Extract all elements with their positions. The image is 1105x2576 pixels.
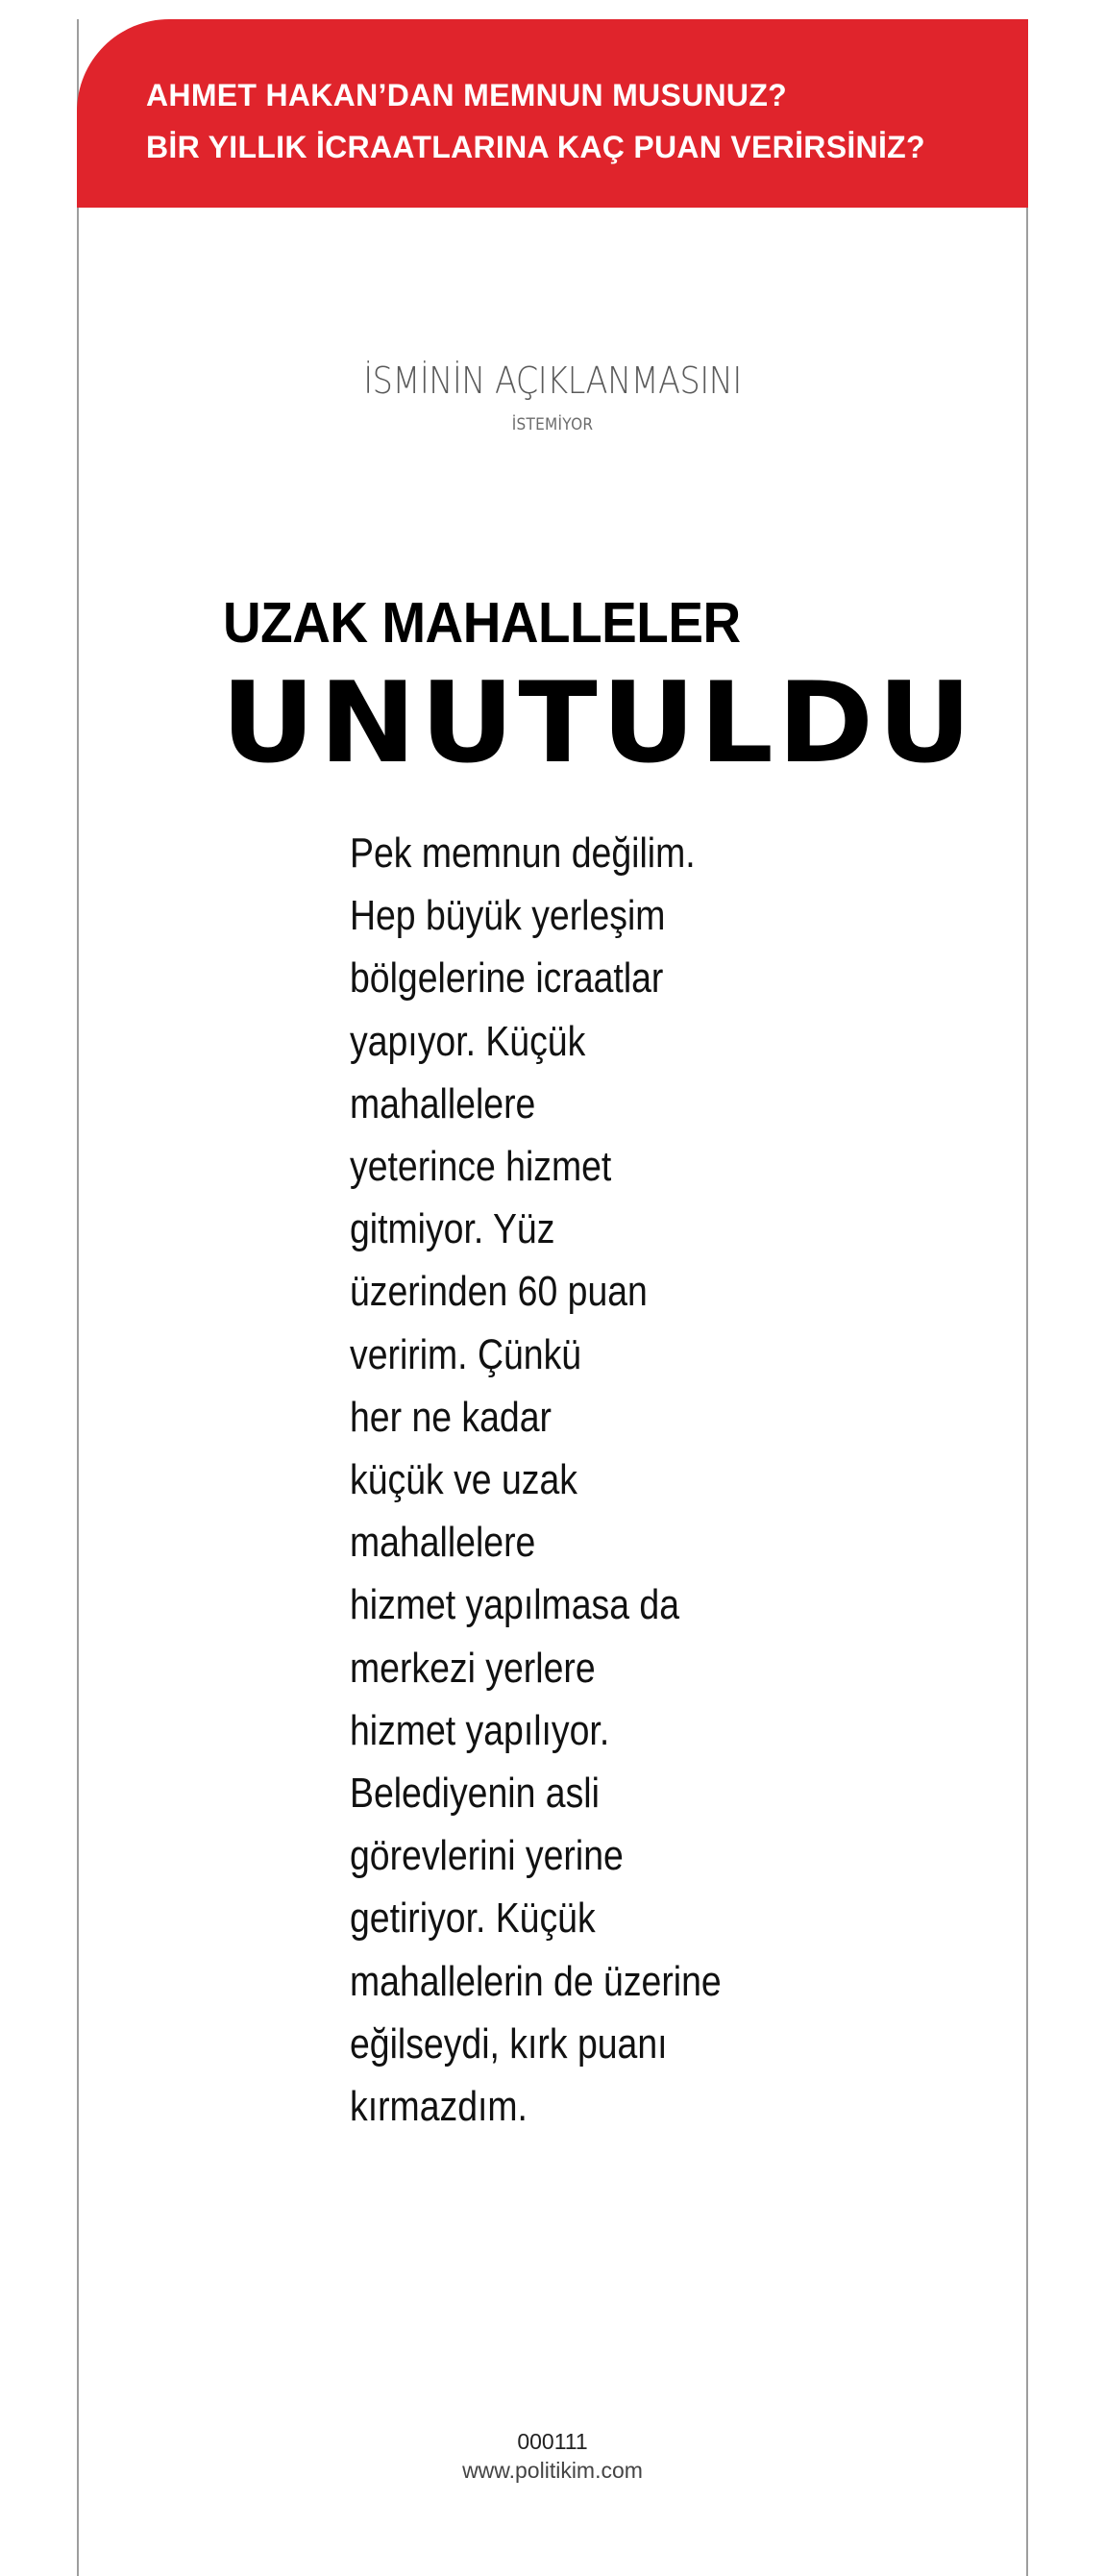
- answer-line: her ne kadar: [350, 1393, 552, 1441]
- banner-question-line-1: AHMET HAKAN’DAN MEMNUN MUSUNUZ?: [146, 78, 788, 112]
- banner-question-line-2: BİR YILLIK İCRAATLARINA KAÇ PUAN VERİRSİNİZ?: [146, 130, 925, 164]
- answer-line: mahallelere: [350, 1079, 536, 1127]
- answer-line: görevlerini yerine: [350, 1832, 624, 1880]
- footer-code: 000111: [517, 2429, 588, 2454]
- answer-text: [350, 822, 888, 2138]
- answer-line: hizmet yapılmasa da: [350, 1581, 680, 1629]
- headline-title: UNUTULDU: [221, 658, 976, 788]
- answer-line: gitmiyor. Yüz: [350, 1205, 555, 1253]
- footer-website-link[interactable]: www.politikim.com: [462, 2458, 643, 2483]
- answer-line: Belediyenin asli: [350, 1770, 600, 1818]
- answer-line: hizmet yapılıyor.: [350, 1706, 610, 1754]
- answer-line: Hep büyük yerleşim: [350, 892, 666, 940]
- answer-line: Pek memnun değilim.: [350, 830, 696, 877]
- answer-line: kırmazdım.: [350, 2083, 528, 2131]
- question-banner: [77, 19, 1028, 208]
- headline-kicker: UZAK MAHALLELER: [223, 591, 741, 655]
- answer-line: bölgelerine icraatlar: [350, 954, 664, 1003]
- answer-line: veririm. Çünkü: [350, 1330, 582, 1378]
- answer-line: getiriyor. Küçük: [350, 1895, 596, 1943]
- respondent-note: İSTEMİYOR: [511, 415, 594, 434]
- answer-line: eğilseydi, kırk puanı: [350, 2019, 668, 2068]
- answer-line: mahallelere: [350, 1519, 536, 1567]
- answer-line: yapıyor. Küçük: [350, 1017, 586, 1065]
- answer-line: üzerinden 60 puan: [350, 1268, 648, 1316]
- answer-line: yeterince hizmet: [350, 1143, 612, 1191]
- answer-line: küçük ve uzak: [350, 1456, 577, 1504]
- respondent-name: İSMİNİN AÇIKLANMASINI: [363, 359, 742, 402]
- answer-line: merkezi yerlere: [350, 1644, 596, 1692]
- answer-line: mahallelerin de üzerine: [350, 1957, 722, 2005]
